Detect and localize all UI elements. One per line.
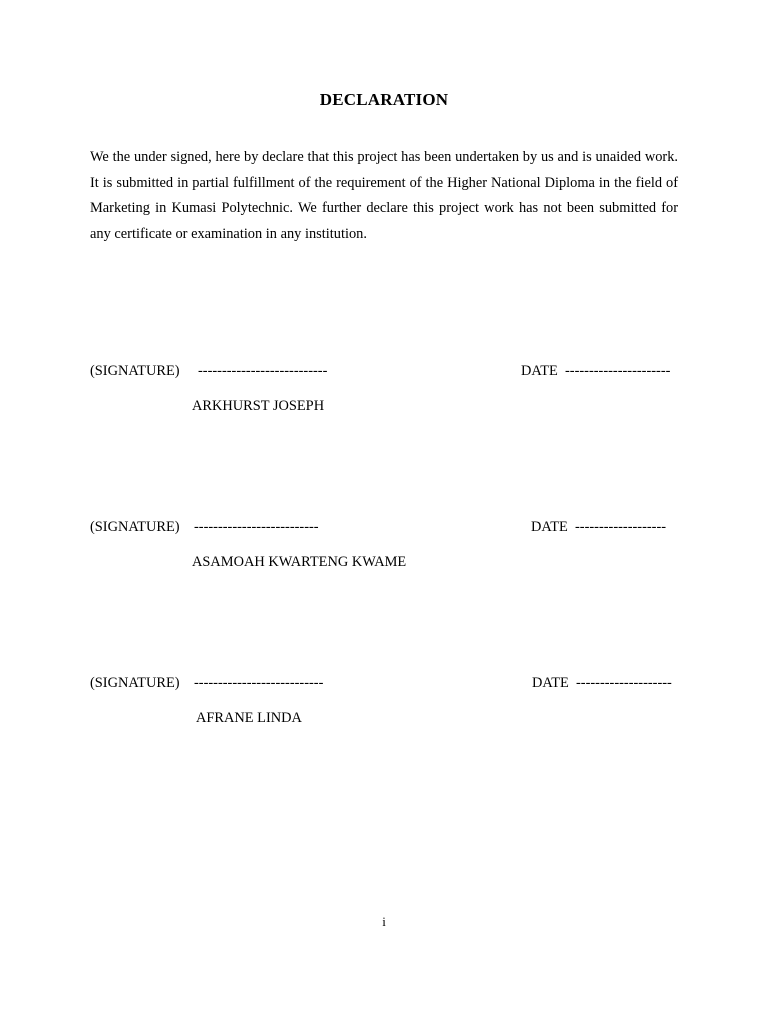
date-label: DATE	[521, 363, 558, 379]
page-title: DECLARATION	[319, 90, 449, 109]
signature-label: (SIGNATURE)	[90, 675, 180, 691]
page-number: i	[382, 914, 386, 929]
signer-name: AFRANE LINDA	[196, 710, 302, 726]
date-line: -------------------	[575, 519, 667, 535]
date-line: ----------------------	[565, 363, 671, 379]
date-line: --------------------	[576, 675, 672, 691]
signer-name: ARKHURST JOSEPH	[192, 398, 325, 414]
signature-label: (SIGNATURE)	[90, 363, 180, 379]
signature-line: ---------------------------	[198, 363, 328, 379]
declaration-paragraph: We the under signed, here by declare that this project has been undertaken by us and is unaided work. It is submitted in partial fulfillment of the requirement of the Higher National Diploma in the field of Marketing in Kumasi Polytechnic. We further declare this project work has not been submitted for any certificate or examination in any institution.	[90, 149, 678, 242]
signature-line: --------------------------	[194, 519, 319, 535]
date-label: DATE	[531, 519, 568, 535]
signer-name: ASAMOAH KWARTENG KWAME	[192, 554, 407, 570]
signatory-block-1	[0, 363, 768, 423]
signature-line: ---------------------------	[194, 675, 324, 691]
signatory-block-2	[0, 519, 768, 579]
signatory-block-3	[0, 675, 768, 735]
signature-label: (SIGNATURE)	[90, 519, 180, 535]
date-label: DATE	[532, 675, 569, 691]
